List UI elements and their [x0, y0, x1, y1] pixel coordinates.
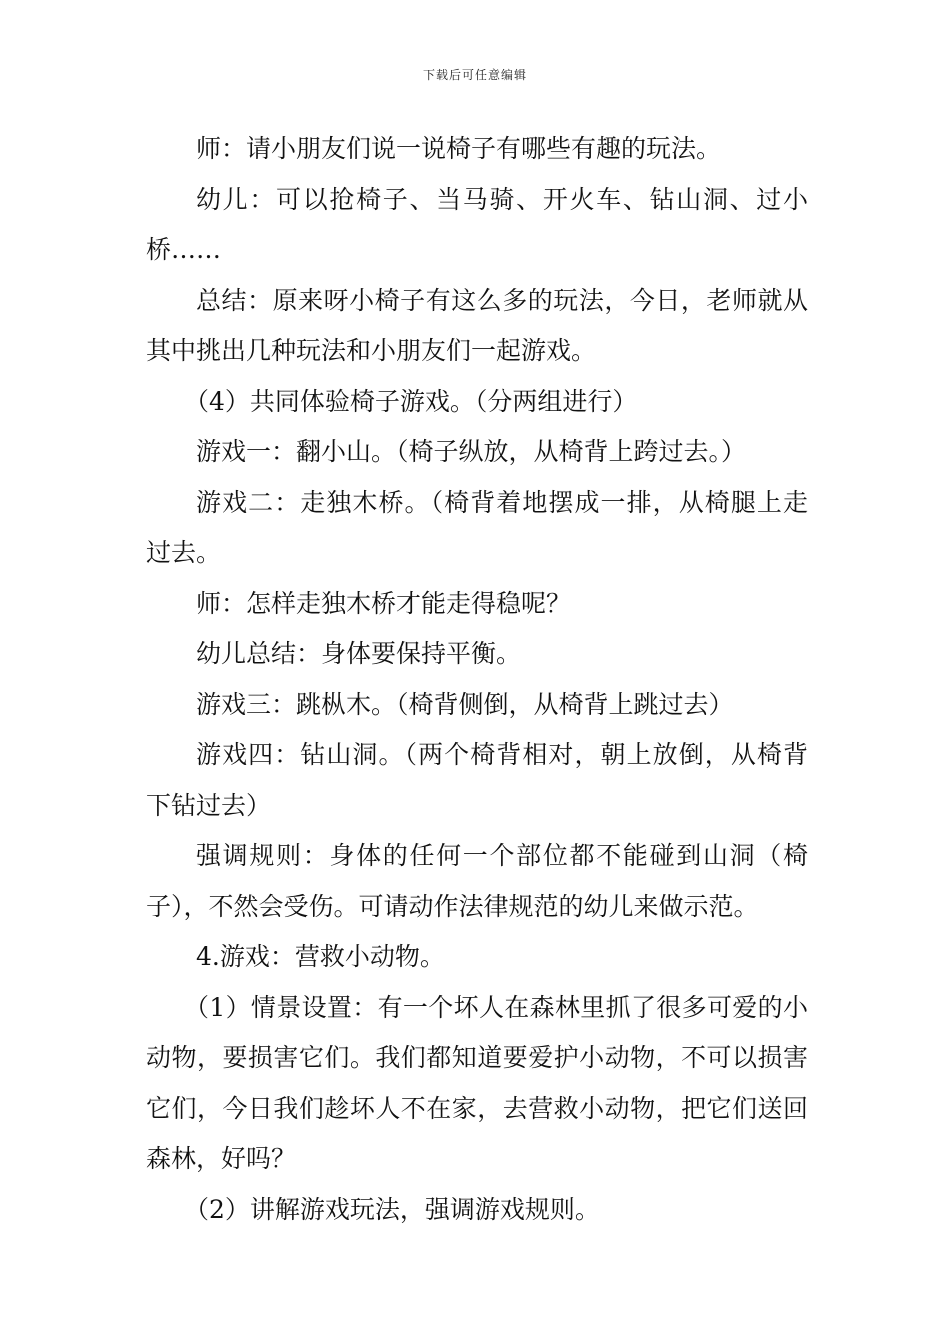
paragraph-summary: 总结：原来呀小椅子有这么多的玩法，今日，老师就从其中挑出几种玩法和小朋友们一起游戏。: [146, 285, 808, 365]
paragraph-child-balance-summary: 幼儿总结：身体要保持平衡。: [196, 639, 522, 668]
document-body: [146, 124, 808, 1235]
paragraph-step-4: （4）共同体验椅子游戏。（分两组进行）: [184, 386, 638, 416]
paragraph-teacher-question: 师：请小朋友们说一说椅子有哪些有趣的玩法。: [196, 134, 722, 163]
paragraph-rules: 强调规则：身体的任何一个部位都不能碰到山洞（椅子），不然会受伤。可请动作法律规范的幼儿来做示范。: [146, 841, 808, 921]
page-header: 下载后可任意编辑: [422, 68, 527, 82]
paragraph-section-4: 4.游戏：营救小动物。: [196, 942, 445, 971]
paragraph-scenario: （1）情景设置：有一个坏人在森林里抓了很多可爱的小动物，要损害它们。我们都知道要爱护小动物，不可以损害它们，今日我们趁坏人不在家，去营救小动物，把它们送回森林，好吗？: [146, 992, 808, 1173]
paragraph-game-3: 游戏三：跳枞木。（椅背侧倒，从椅背上跳过去）: [196, 689, 734, 719]
paragraph-game-2: 游戏二：走独木桥。（椅背着地摆成一排，从椅腿上走过去。: [146, 487, 808, 567]
paragraph-game-1: 游戏一：翻小山。（椅子纵放，从椅背上跨过去。）: [196, 437, 747, 466]
paragraph-teacher-balance-question: 师：怎样走独木桥才能走得稳呢？: [196, 588, 572, 618]
paragraph-game-4: 游戏四：钻山洞。（两个椅背相对，朝上放倒，从椅背下钻过去）: [146, 740, 808, 820]
paragraph-child-answer: 幼儿：可以抢椅子、当马骑、开火车、钻山洞、过小桥……: [146, 184, 808, 264]
paragraph-explain-rules: （2）讲解游戏玩法，强调游戏规则。: [184, 1194, 600, 1224]
